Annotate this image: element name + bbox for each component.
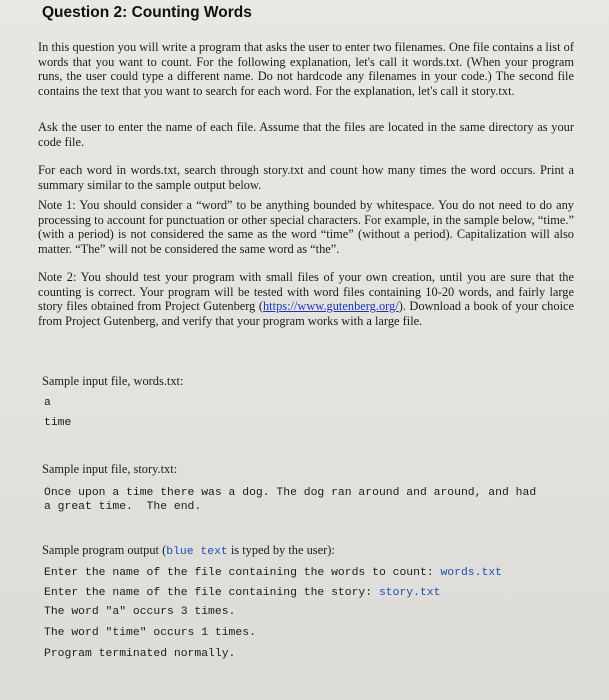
- output-user-input-1: words.txt: [440, 567, 502, 579]
- output-line-5: Program terminated normally.: [44, 648, 236, 660]
- note2-text-end: ). Download a book of your choice from Project Gutenberg, and verify that your program works with a large file.: [38, 299, 575, 328]
- output-label-prefix: Sample program output (: [42, 543, 167, 557]
- search-paragraph: For each word in words.txt, search through story.txt and count how many times the word occurs. Print a summary similar to the sample output below.: [38, 163, 574, 192]
- question-title: Question 2: Counting Words: [42, 4, 252, 21]
- story-sample-label: Sample input file, story.txt:: [42, 462, 178, 476]
- gutenberg-link[interactable]: https://www.gutenberg.org/: [262, 299, 399, 314]
- output-prompt-2: Enter the name of the file containing the story:: [44, 587, 379, 599]
- output-prompt-1: Enter the name of the file containing the words to count:: [44, 567, 441, 579]
- output-user-input-2: story.txt: [378, 587, 441, 599]
- output-label-suffix: is typed by the user):: [227, 543, 335, 557]
- note2-paragraph: [38, 270, 574, 328]
- intro-paragraph: In this question you will write a program that asks the user to enter two filenames. One file contains a list of words that you want to count. For the following explanation, let's call it words.txt. (When your program runs, the user could type a different name. Do not hardcode any filenames in your code.) The second file contains the text that you want to search for each word. For the explanation, let's call it story.txt.: [38, 40, 574, 98]
- note1-paragraph: Note 1: You should consider a “word” to be anything bounded by whitespace. You do not need to do any processing to account for punctuation or other special characters. For example, in the sample below, “time.” (with a period) is not considered the same as the word “time” (without a period). Capitalization will also matter. “The” will not be considered the same word as “the”.: [38, 198, 574, 256]
- output-line-4: The word "time" occurs 1 times.: [44, 627, 256, 639]
- story-sample-line-1: Once upon a time there was a dog. The dog ran around and around, and had: [44, 487, 537, 499]
- output-sample-label: [42, 543, 335, 558]
- output-line-1: [44, 566, 502, 580]
- output-line-3: The word "a" occurs 3 times.: [44, 606, 236, 618]
- words-sample-label: Sample input file, words.txt:: [42, 374, 184, 388]
- story-sample-line-2: a great time. The end.: [44, 501, 202, 513]
- directory-paragraph: Ask the user to enter the name of each file. Assume that the files are located in the same directory as your code file.: [38, 120, 574, 149]
- note2-text-start: Note 2: You should test your program with small files of your own creation, until you are sure that the counting is correct. Your program will be tested with word files containing 10-20 words, and fairly large story files obtained from Project Gutenberg (: [38, 270, 574, 314]
- words-sample-line-2: time: [44, 417, 72, 429]
- words-sample-line-1: a: [44, 397, 51, 409]
- output-label-blue-text: blue text: [166, 546, 228, 558]
- output-line-2: [44, 586, 440, 600]
